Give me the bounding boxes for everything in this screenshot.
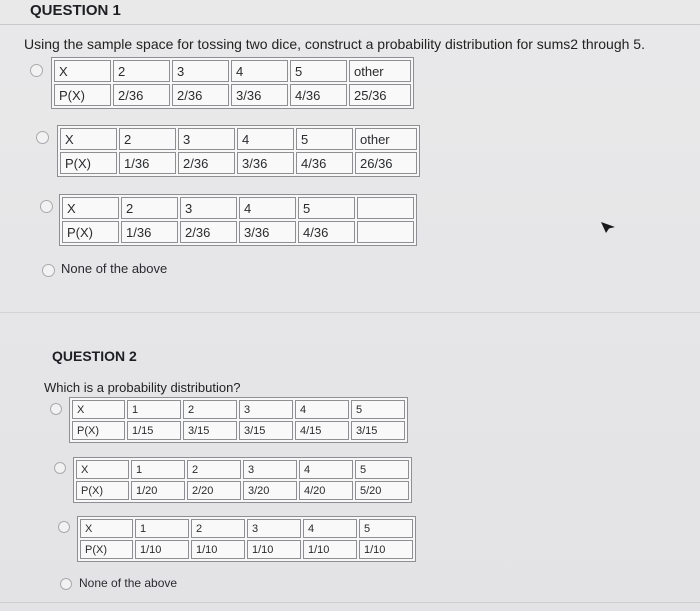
table-cell: 3 — [178, 128, 235, 150]
table-cell: 4 — [231, 60, 288, 82]
table-cell: 3/15 — [239, 421, 293, 440]
table-cell: 1 — [131, 460, 185, 479]
q1-option-2-radio[interactable] — [36, 131, 49, 144]
q2-none-radio[interactable] — [60, 578, 72, 590]
bottom-divider — [0, 602, 700, 603]
table-cell: P(X) — [54, 84, 111, 106]
q2-option-1-table — [69, 397, 408, 443]
table-cell: other — [355, 128, 417, 150]
table-cell: 4/20 — [299, 481, 353, 500]
table-cell: X — [80, 519, 133, 538]
table-cell: other — [349, 60, 411, 82]
table-cell: 1/10 — [359, 540, 413, 559]
table-cell: 2/36 — [180, 221, 237, 243]
table-row — [62, 221, 414, 243]
question-1-prompt: Using the sample space for tossing two dice, construct a probability distribution for sums2 through 5. — [24, 36, 645, 52]
table-cell: P(X) — [76, 481, 129, 500]
table-cell: 4/15 — [295, 421, 349, 440]
table-cell — [357, 197, 414, 219]
table-cell: P(X) — [80, 540, 133, 559]
table-cell: 1/10 — [135, 540, 189, 559]
table-cell: 3/15 — [351, 421, 405, 440]
table-cell: 3 — [243, 460, 297, 479]
table-cell: 4 — [295, 400, 349, 419]
question-1-heading: QUESTION 1 — [30, 2, 121, 19]
table-cell: 4 — [299, 460, 353, 479]
table-row — [80, 519, 413, 538]
table-cell — [357, 221, 414, 243]
table-cell: 2 — [183, 400, 237, 419]
table-cell: 5 — [298, 197, 355, 219]
table-cell: 3/36 — [231, 84, 288, 106]
table-row — [60, 152, 417, 174]
q2-option-1-radio[interactable] — [50, 403, 62, 415]
table-cell: 5 — [355, 460, 409, 479]
table-cell: 5 — [351, 400, 405, 419]
table-row — [80, 540, 413, 559]
table-cell: 1/36 — [121, 221, 178, 243]
table-cell: 25/36 — [349, 84, 411, 106]
table-cell: 5 — [290, 60, 347, 82]
table-cell: 2/36 — [113, 84, 170, 106]
table-cell: 2 — [187, 460, 241, 479]
table-cell: 4/36 — [298, 221, 355, 243]
table-cell: X — [72, 400, 125, 419]
table-cell: X — [62, 197, 119, 219]
table-row — [72, 421, 405, 440]
table-row — [76, 460, 409, 479]
table-row — [72, 400, 405, 419]
table-cell: 1/15 — [127, 421, 181, 440]
q1-option-1-table — [51, 57, 414, 109]
table-cell: 2 — [113, 60, 170, 82]
table-cell: X — [76, 460, 129, 479]
table-cell: 1/20 — [131, 481, 185, 500]
section-divider — [0, 312, 700, 313]
table-cell: 5 — [359, 519, 413, 538]
q2-option-3-radio[interactable] — [58, 521, 70, 533]
q1-option-3-table — [59, 194, 417, 246]
table-cell: 4 — [237, 128, 294, 150]
table-row — [62, 197, 414, 219]
q1-option-1-radio[interactable] — [30, 64, 43, 77]
q2-none-label: None of the above — [79, 576, 178, 590]
table-cell: 3 — [239, 400, 293, 419]
table-cell: P(X) — [62, 221, 119, 243]
question-2-heading: QUESTION 2 — [52, 348, 137, 364]
table-cell: 1 — [127, 400, 181, 419]
table-cell: 3/20 — [243, 481, 297, 500]
table-row — [60, 128, 417, 150]
table-cell: 26/36 — [355, 152, 417, 174]
table-cell: 2/20 — [187, 481, 241, 500]
table-cell: 3 — [180, 197, 237, 219]
q2-option-2-radio[interactable] — [54, 462, 66, 474]
table-cell: 2 — [191, 519, 245, 538]
table-cell: 2/36 — [172, 84, 229, 106]
table-cell: 3/36 — [239, 221, 296, 243]
table-row — [54, 60, 411, 82]
question-2-prompt: Which is a probability distribution? — [44, 380, 241, 395]
table-cell: 3/15 — [183, 421, 237, 440]
table-cell: 1/10 — [303, 540, 357, 559]
table-cell: 1/10 — [247, 540, 301, 559]
table-cell: P(X) — [72, 421, 125, 440]
q1-none-label: None of the above — [61, 261, 168, 276]
table-cell: 2 — [121, 197, 178, 219]
table-cell: 4 — [239, 197, 296, 219]
mouse-pointer-icon — [600, 220, 616, 234]
table-cell: 1/10 — [191, 540, 245, 559]
table-cell: X — [54, 60, 111, 82]
q1-option-2-table — [57, 125, 420, 177]
table-cell: 4 — [303, 519, 357, 538]
table-cell: 3/36 — [237, 152, 294, 174]
q2-option-3-table — [77, 516, 416, 562]
question-1-divider — [0, 24, 700, 25]
table-cell: 1 — [135, 519, 189, 538]
table-cell: 4/36 — [290, 84, 347, 106]
table-cell: 5/20 — [355, 481, 409, 500]
table-cell: 2/36 — [178, 152, 235, 174]
table-cell: X — [60, 128, 117, 150]
q1-option-3-radio[interactable] — [40, 200, 53, 213]
table-cell: 3 — [172, 60, 229, 82]
q2-option-2-table — [73, 457, 412, 503]
table-row — [54, 84, 411, 106]
table-cell: 1/36 — [119, 152, 176, 174]
q1-none-radio[interactable] — [42, 264, 55, 277]
table-cell: P(X) — [60, 152, 117, 174]
table-cell: 4/36 — [296, 152, 353, 174]
table-row — [76, 481, 409, 500]
table-cell: 2 — [119, 128, 176, 150]
table-cell: 5 — [296, 128, 353, 150]
table-cell: 3 — [247, 519, 301, 538]
